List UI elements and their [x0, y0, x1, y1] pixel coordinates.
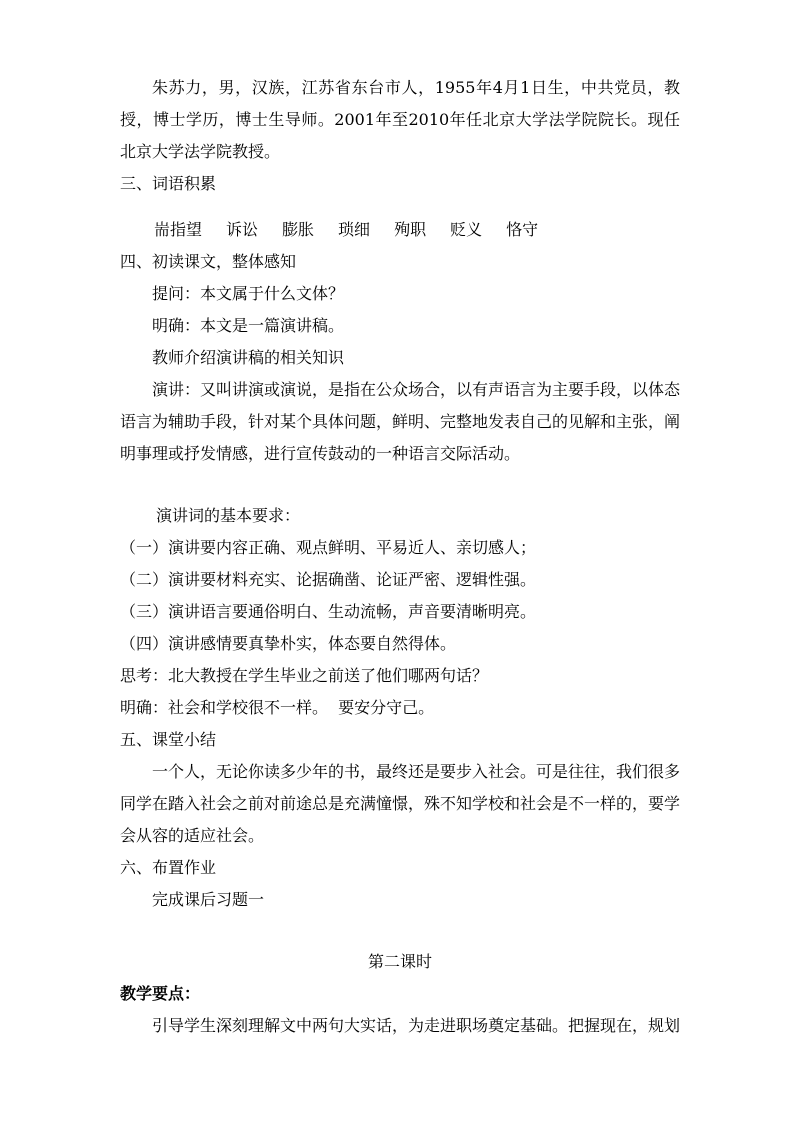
requirement-item: （二）演讲要材料充实、论据确凿、论证严密、逻辑性强。: [120, 570, 537, 589]
question-text: 提问：本文属于什么文体？: [152, 284, 345, 303]
teaching-points-label: 教学要点：: [120, 984, 201, 1003]
section5-heading: 五、课堂小结: [120, 730, 217, 749]
vocab-word: 膨胀: [282, 220, 315, 239]
homework-text: 完成课后习题一: [152, 890, 265, 909]
lesson2-title: 第二课时: [367, 952, 432, 971]
requirement-item: （三）演讲语言要通俗明白、生动流畅，声音要清晰明亮。: [120, 602, 537, 621]
think-answer: 明确：社会和学校很不一样。 要安分守己。: [120, 698, 435, 717]
teaching-points-text: 引导学生深刻理解文中两句大实话，为走进职场奠定基础。把握现在，规划: [152, 1016, 681, 1035]
vocab-word: 贬义: [450, 220, 483, 239]
think-question: 思考：北大教授在学生毕业之前送了他们哪两句话？: [120, 666, 489, 685]
requirement-item: （一）演讲要内容正确、观点鲜明、平易近人、亲切感人；: [120, 538, 537, 557]
vocab-word: 诉讼: [226, 220, 259, 239]
section6-heading: 六、布置作业: [120, 858, 217, 877]
spacer: [120, 916, 680, 946]
requirements-title: 演讲词的基本要求：: [156, 506, 301, 525]
requirements-list: [120, 532, 680, 660]
section4-heading: 四、初读课文，整体感知: [120, 252, 297, 271]
summary-paragraph: 一个人，无论你读多少年的书，最终还是要步入社会。可是往往，我们很多同学在踏入社会之前对前途总是充满憧憬，殊不知学校和社会是不一样的，要学会从容的适应社会。: [120, 762, 681, 845]
document-body: [120, 72, 680, 1042]
vocab-word: 殉职: [394, 220, 427, 239]
definition-paragraph: 演讲：又叫讲演或演说，是指在公众场合，以有声语言为主要手段，以体态语言为辅助手段，针对某个具体问题，鲜明、完整地发表自己的见解和主张，阐明事理或抒发情感，进行宣传鼓动的一种语言交际活动。: [120, 380, 681, 463]
vocab-word: 琐细: [338, 220, 371, 239]
spacer: [120, 200, 680, 214]
vocab-word: 耑指望: [154, 220, 203, 239]
requirement-item: （四）演讲感情要真挚朴实，体态要自然得体。: [120, 634, 457, 653]
intro-text: 教师介绍演讲稿的相关知识: [152, 348, 345, 367]
bio-paragraph: 朱苏力，男，汉族，江苏省东台市人，1955年4月1日生，中共党员，教授，博士学历，博士生导师。2001年至2010年任北京大学法学院院长。现任北京大学法学院教授。: [120, 78, 680, 161]
answer-text: 明确：本文是一篇演讲稿。: [152, 316, 345, 335]
vocab-word: 恪守: [506, 220, 539, 239]
spacer: [120, 470, 680, 500]
section3-heading: 三、词语积累: [120, 174, 217, 193]
vocabulary-list: [120, 214, 680, 246]
